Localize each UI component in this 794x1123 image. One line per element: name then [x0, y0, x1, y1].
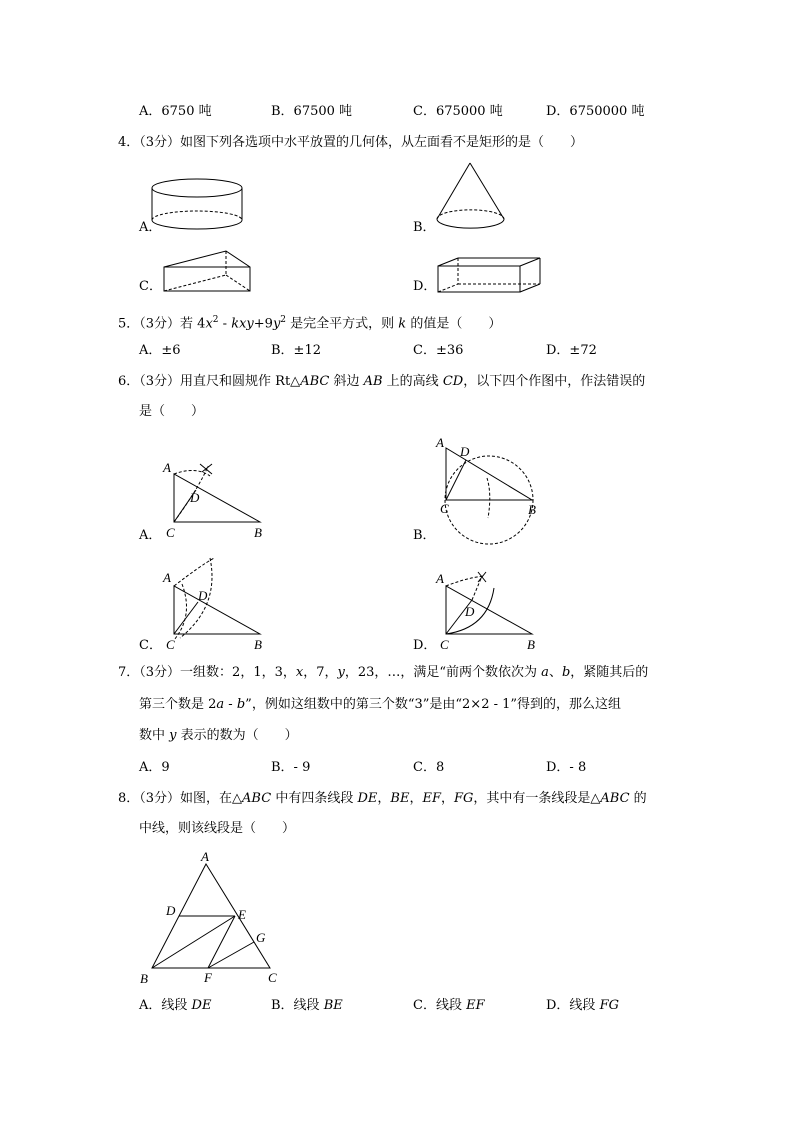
q6b-label-C: C — [440, 501, 449, 516]
q6-stem-line2: 是（ ） — [139, 404, 205, 419]
q3-option-a: A．6750 吨 — [139, 104, 212, 119]
q8-stem-line1: 8．（3分）如图，在△ABC 中有四条线段 DE，BE，EF，FG，其中有一条线段是△ABC 的 — [118, 791, 647, 806]
q5-stem: 5．（3分）若 $4x^2 - kxy+9y^2$ 是完全平方式，则 k 的值是（ ） — [118, 315, 502, 332]
q6-figure-d — [432, 562, 562, 662]
q7-option-b: B．- 9 — [271, 760, 311, 775]
q8-figure-triangle — [136, 846, 286, 986]
q5-option-a: A．±6 — [139, 343, 181, 358]
q6b-label-D: D — [460, 444, 470, 459]
q4-figure-c-prism — [160, 247, 260, 297]
q5-option-b: B．±12 — [271, 343, 321, 358]
q8-option-c: C．线段 EF — [413, 998, 485, 1013]
q7-option-d: D．- 8 — [546, 760, 587, 775]
q6d-label-C: C — [440, 637, 449, 652]
q6-label-d: D． — [413, 638, 437, 653]
q6b-label-B: B — [528, 502, 536, 517]
q8-option-d: D．线段 FG — [546, 998, 619, 1013]
q8-label-F: F — [204, 970, 212, 985]
q6c-label-A: A — [163, 570, 171, 585]
q6d-label-D: D — [465, 604, 475, 619]
q7-stem-line1: 7．（3分）一组数：2，1，3，x，7，y，23，…，满足“前两个数依次为 a、b，紧随其后的 — [118, 665, 649, 680]
q4-label-c: C． — [139, 279, 162, 294]
q4-figure-b-cone — [432, 159, 532, 234]
q5-option-d: D．±72 — [546, 343, 597, 358]
q8-label-A: A — [201, 849, 209, 864]
q3-option-d: D．6750000 吨 — [546, 104, 645, 119]
q6c-label-C: C — [166, 637, 175, 652]
q7-stem-line3: 数中 y 表示的数为（ ） — [139, 728, 298, 743]
q8-option-a: A．线段 DE — [139, 998, 212, 1013]
q4-figure-a-cylinder — [150, 176, 250, 236]
q6d-label-A: A — [436, 571, 444, 586]
q7-option-a: A．9 — [139, 760, 170, 775]
q7-option-c: C．8 — [413, 760, 445, 775]
q8-stem-line2: 中线，则该线段是（ ） — [139, 821, 296, 836]
q6-label-c: C． — [139, 638, 162, 653]
q4-label-d: D． — [413, 279, 437, 294]
q6-figure-a — [160, 456, 270, 546]
q6-label-a: A． — [139, 528, 162, 543]
q8-label-D: D — [166, 903, 176, 918]
q6-figure-b — [432, 434, 562, 544]
q8-label-C: C — [268, 970, 277, 985]
q4-label-b: B． — [413, 220, 436, 235]
q6a-label-D: D — [190, 490, 200, 505]
q4-label-a: A． — [139, 220, 162, 235]
q6c-label-B: B — [254, 637, 262, 652]
q7-stem-line2: 第三个数是 2a - b”，例如这组数中的第三个数“3”是由“2×2 - 1”得到的，那么这组 — [139, 697, 622, 712]
q6c-label-D: D — [198, 588, 208, 603]
q5-option-c: C．±36 — [413, 343, 464, 358]
q6-label-b: B． — [413, 528, 436, 543]
q8-label-E: E — [238, 907, 246, 922]
q6d-label-B: B — [527, 637, 535, 652]
q3-option-c: C．675000 吨 — [413, 104, 503, 119]
q3-option-b: B．67500 吨 — [271, 104, 353, 119]
q8-label-G: G — [256, 930, 266, 945]
q6a-label-C: C — [166, 525, 175, 540]
q6-figure-c — [160, 556, 270, 656]
q6a-label-A: A — [163, 460, 171, 475]
q6a-label-B: B — [254, 525, 262, 540]
q4-stem: 4．（3分）如图下列各选项中水平放置的几何体，从左面看不是矩形的是（ ） — [118, 135, 584, 150]
q6b-label-A: A — [436, 435, 444, 450]
q6-stem-line1: 6．（3分）用直尺和圆规作 Rt△ABC 斜边 AB 上的高线 CD，以下四个作图中，作法错误的 — [118, 374, 646, 389]
q4-figure-d-cuboid — [434, 254, 554, 304]
q8-label-B: B — [140, 971, 148, 986]
q8-option-b: B．线段 BE — [271, 998, 343, 1013]
